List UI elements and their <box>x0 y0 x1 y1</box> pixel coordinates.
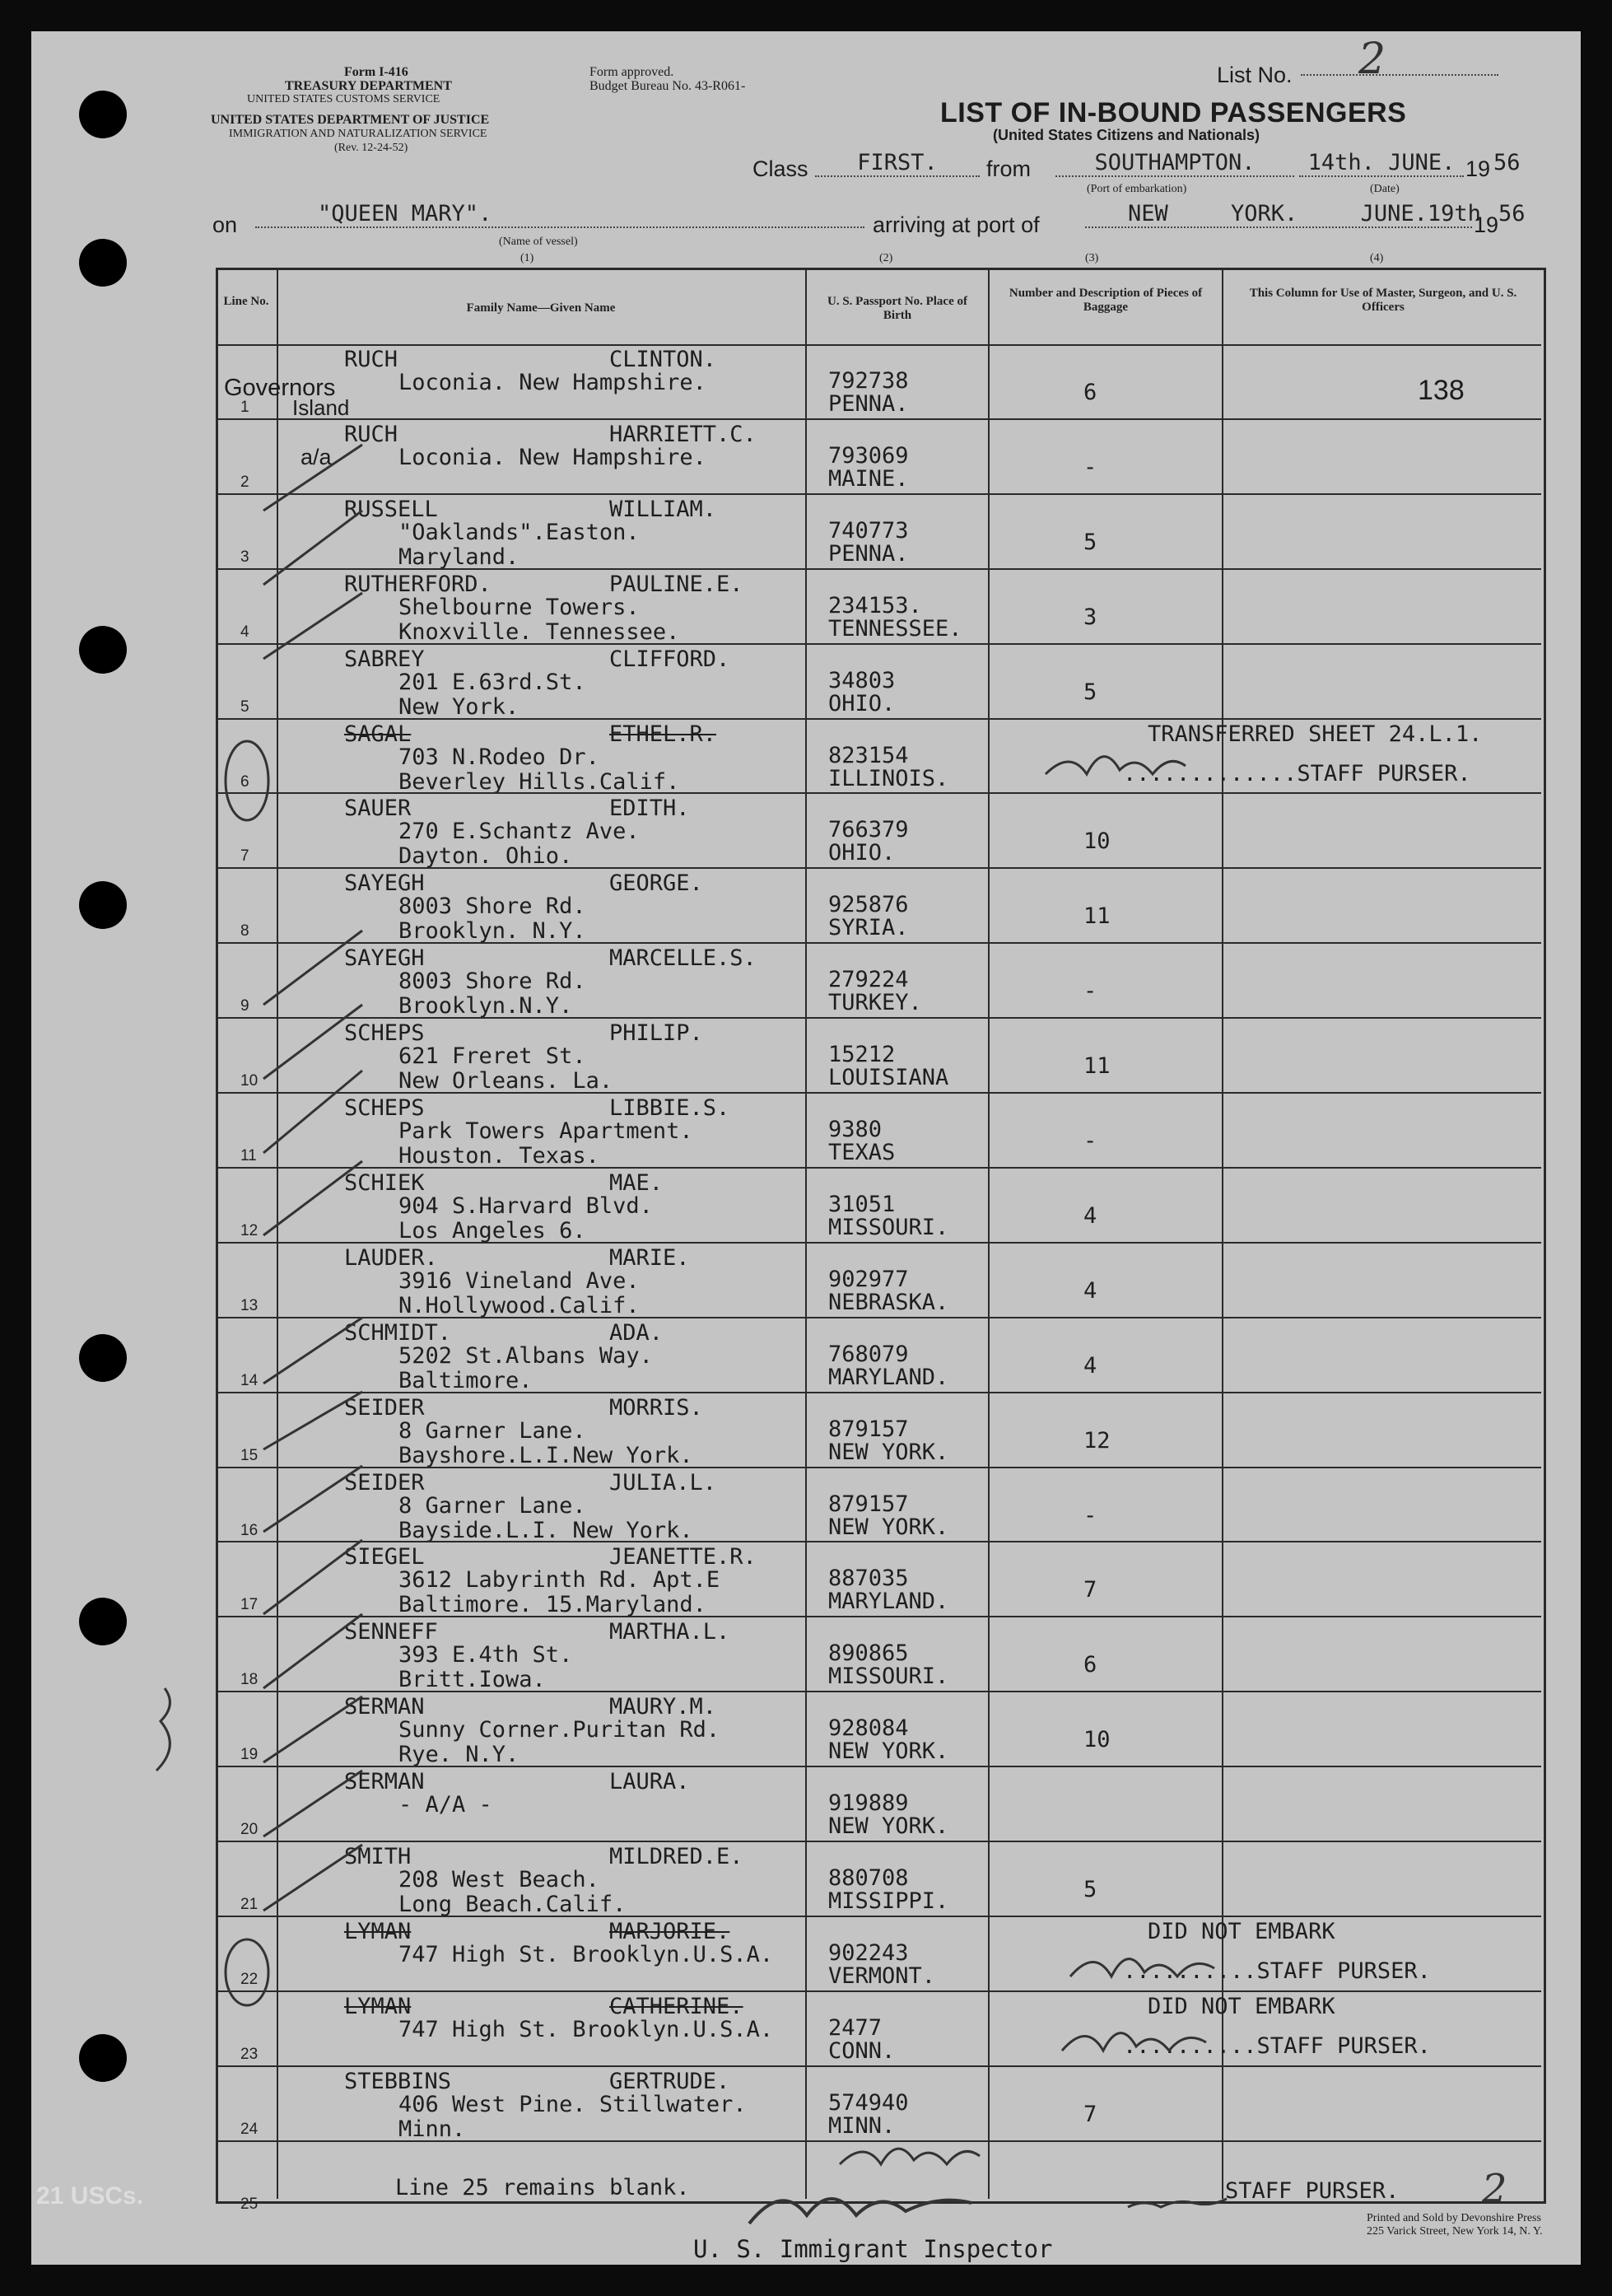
purser-signature <box>1070 1959 1214 1976</box>
place-of-birth: TENNESSEE. <box>828 615 962 642</box>
address-line2: N.Hollywood.Calif. <box>398 1292 640 1318</box>
address-line2: Minn. <box>398 2116 466 2142</box>
line-number: 19 <box>240 1746 259 1764</box>
passport-number: 574940 <box>828 2089 909 2116</box>
given-name: MARCELLE.S. <box>609 945 757 972</box>
arrival-date: JUNE.19th <box>1360 201 1481 226</box>
family-name: RUCH <box>344 347 398 372</box>
form-id: Form I-416 <box>344 65 408 79</box>
check-mark <box>263 931 362 1005</box>
revision: (Rev. 12-24-52) <box>334 142 408 154</box>
side-note-island: Island <box>292 395 350 420</box>
passport-number: 879157 <box>828 1416 909 1442</box>
given-name: LAURA. <box>609 1769 690 1795</box>
col-num-1: (1) <box>520 252 534 264</box>
place-of-birth: PENNA. <box>828 391 909 417</box>
check-mark <box>263 1071 362 1153</box>
check-mark <box>263 593 362 659</box>
passport-number: 768079 <box>828 1341 909 1367</box>
given-name: JEANETTE.R. <box>609 1544 757 1570</box>
col-header-passport: U. S. Passport No. Place of Birth <box>827 295 967 322</box>
line-number: 20 <box>240 1821 259 1839</box>
place-of-birth: ILLINOIS. <box>828 765 949 791</box>
baggage-count: 6 <box>1083 1652 1097 1678</box>
address-line2: Brooklyn.N.Y. <box>398 993 573 1020</box>
address-line1: 747 High St. Brooklyn.U.S.A. <box>398 1941 774 1967</box>
passport-number: 928084 <box>828 1715 909 1742</box>
passport-number: 792738 <box>828 368 909 394</box>
passport-number: 15212 <box>828 1042 896 1068</box>
address-line2: Bayside.L.I. New York. <box>398 1517 693 1543</box>
baggage-count: 4 <box>1083 1277 1097 1304</box>
baggage-count: 5 <box>1083 529 1097 555</box>
passport-number: 902243 <box>828 1939 909 1966</box>
arrival-port: NEW YORK. <box>1128 201 1298 226</box>
line-number: 5 <box>240 698 249 716</box>
address-line1: 8003 Shore Rd. <box>398 968 586 995</box>
place-of-birth: MARYLAND. <box>828 1589 949 1615</box>
form-approved: Form approved. <box>589 65 674 79</box>
line-number: 1 <box>240 399 249 416</box>
budget-bureau: Budget Bureau No. 43-R061- <box>589 79 746 93</box>
place-of-birth: NEW YORK. <box>828 1514 949 1540</box>
address-line2: Baltimore. <box>398 1367 533 1393</box>
given-name: MARIE. <box>609 1244 690 1271</box>
given-name: PAULINE.E. <box>609 571 743 597</box>
date-value: 14th. JUNE. <box>1299 150 1464 177</box>
line-number: 9 <box>240 997 249 1015</box>
given-name: CLINTON. <box>609 347 717 372</box>
address-line1: 5202 St.Albans Way. <box>398 1342 653 1369</box>
check-mark <box>263 445 362 511</box>
line-number: 23 <box>240 2045 259 2063</box>
place-of-birth: CONN. <box>828 2037 896 2064</box>
officer-note: TRANSFERRED SHEET 24.L.1. <box>1148 721 1483 747</box>
arrival-year-prefix: 19 <box>1474 212 1499 237</box>
line-number: 6 <box>240 772 249 791</box>
line-number: 4 <box>240 623 249 641</box>
passport-number: 902977 <box>828 1266 909 1292</box>
form-subtitle: (United States Citizens and Nationals) <box>993 127 1260 143</box>
purser-signature <box>840 2149 980 2164</box>
family-name: SABREY <box>344 646 425 672</box>
given-name: LIBBIE.S. <box>609 1095 730 1121</box>
address-line1: 3916 Vineland Ave. <box>398 1267 640 1294</box>
address-line2: Dayton. Ohio. <box>398 843 573 870</box>
place-of-birth: MISSOURI. <box>828 1664 949 1690</box>
address-line2: Houston. Texas. <box>398 1143 599 1169</box>
check-mark <box>263 1771 362 1836</box>
treasury-dept: TREASURY DEPARTMENT <box>285 79 452 93</box>
family-name: SMITH <box>344 1844 412 1869</box>
place-of-birth: OHIO. <box>828 840 896 866</box>
passport-number: 31051 <box>828 1191 896 1217</box>
passport-number: 279224 <box>828 967 909 993</box>
address-line1: 904 S.Harvard Blvd. <box>398 1192 653 1219</box>
line-number: 7 <box>240 847 249 866</box>
family-name: RUCH <box>344 421 398 447</box>
address-line2: Rye. N.Y. <box>398 1742 519 1768</box>
address-line1: "Oaklands".Easton. <box>398 519 640 545</box>
col-header-officers: This Column for Use of Master, Surgeon, and U. S. Officers <box>1249 287 1517 314</box>
margin-mark <box>156 1688 170 1771</box>
class-label: Class <box>752 156 808 181</box>
family-name: LYMAN <box>344 1993 412 2019</box>
baggage-count: 4 <box>1083 1202 1097 1229</box>
given-name: GEORGE. <box>609 870 703 897</box>
passport-number: 925876 <box>828 892 909 918</box>
family-name: SERMAN <box>344 1694 425 1720</box>
address-line1: Line 25 remains blank. <box>395 2174 690 2200</box>
from-label: from <box>986 156 1031 181</box>
baggage-count: 3 <box>1083 604 1097 630</box>
purser-note: STAFF PURSER. <box>1225 2177 1400 2204</box>
baggage-count: 5 <box>1083 679 1097 705</box>
passport-number: 880708 <box>828 1865 909 1891</box>
check-mark <box>263 1161 362 1235</box>
line-number: 10 <box>240 1072 259 1090</box>
address-line1: 201 E.63rd.St. <box>398 669 586 695</box>
line-number: 2 <box>240 473 249 491</box>
officer-note: DID NOT EMBARK <box>1148 1993 1335 2019</box>
check-mark <box>263 1845 362 1911</box>
vessel-value: "QUEEN MARY". <box>255 201 864 228</box>
baggage-count: - <box>1083 454 1097 480</box>
place-of-birth: TURKEY. <box>828 990 922 1016</box>
line-number: 18 <box>240 1671 259 1689</box>
arriving-label: arriving at port of <box>873 212 1040 237</box>
place-of-birth: VERMONT. <box>828 1962 936 1989</box>
col-num-4: (4) <box>1370 252 1384 264</box>
family-name: SERMAN <box>344 1769 425 1795</box>
line-number: 16 <box>240 1521 259 1539</box>
purser-note: ..........STAFF PURSER. <box>1123 2032 1431 2059</box>
given-name: MAE. <box>609 1169 664 1196</box>
passport-number: 2477 <box>828 2014 883 2041</box>
line-number: 13 <box>240 1296 259 1314</box>
side-note-aa: a/a <box>301 445 332 469</box>
place-of-birth: MISSIPPI. <box>828 1888 949 1914</box>
address-line1: 8 Garner Lane. <box>398 1492 586 1519</box>
address-line2: Maryland. <box>398 544 519 570</box>
address-line2: New York. <box>398 693 519 720</box>
baggage-count: 6 <box>1083 380 1097 405</box>
line-number: 17 <box>240 1596 259 1614</box>
address-line1: 8 Garner Lane. <box>398 1417 586 1444</box>
class-value: FIRST. <box>815 150 980 177</box>
list-no-value: 2 <box>1301 35 1498 76</box>
given-name: HARRIETT.C. <box>609 421 757 447</box>
baggage-count: 5 <box>1083 1877 1097 1902</box>
family-name: SEIDER <box>344 1469 425 1496</box>
line-number: 21 <box>240 1896 259 1913</box>
place-of-birth: NEBRASKA. <box>828 1289 949 1315</box>
address-line2: Beverley Hills.Calif. <box>398 768 680 795</box>
baggage-count: 7 <box>1083 2101 1097 2127</box>
usc-count: 21 USCs. <box>36 2182 144 2210</box>
side-note-governors: Governors <box>224 375 336 401</box>
baggage-count: - <box>1083 1128 1097 1154</box>
check-mark <box>263 1392 362 1449</box>
family-name: SIEGEL <box>344 1544 425 1570</box>
vessel-caption: (Name of vessel) <box>499 236 578 248</box>
on-label: on <box>212 212 238 237</box>
baggage-count: 11 <box>1083 903 1111 930</box>
address-line1: 270 E.Schantz Ave. <box>398 819 640 845</box>
address-line1: 208 West Beach. <box>398 1867 599 1892</box>
line-number: 14 <box>240 1371 259 1389</box>
family-name: RUTHERFORD. <box>344 571 492 597</box>
place-of-birth: NEW YORK. <box>828 1813 949 1840</box>
line-number: 25 <box>240 2195 259 2213</box>
form-title: LIST OF IN-BOUND PASSENGERS <box>940 97 1407 128</box>
address-line1: - A/A - <box>398 1792 492 1818</box>
col-header-line-no: Line No. <box>223 295 269 308</box>
baggage-count: 4 <box>1083 1352 1097 1379</box>
address-line1: 393 E.4th St. <box>398 1642 573 1668</box>
baggage-count: 10 <box>1083 1727 1111 1753</box>
baggage-count: 11 <box>1083 1053 1111 1080</box>
address-line2: Britt.Iowa. <box>398 1667 546 1693</box>
given-name: ETHEL.R. <box>609 721 717 747</box>
passport-number: 823154 <box>828 742 909 768</box>
given-name: ADA. <box>609 1319 664 1346</box>
family-name: SAGAL <box>344 721 412 747</box>
family-name: STEBBINS <box>344 2068 452 2094</box>
family-name: LAUDER. <box>344 1244 438 1271</box>
year-value: 56 <box>1493 150 1521 175</box>
family-name: LYMAN <box>344 1918 412 1944</box>
address-line1: Park Towers Apartment. <box>398 1118 693 1144</box>
passport-number: 919889 <box>828 1790 909 1817</box>
from-value: SOUTHAMPTON. <box>1055 150 1294 177</box>
place-of-birth: NEW YORK. <box>828 1738 949 1765</box>
family-name: SEIDER <box>344 1394 425 1421</box>
printer-line2: 225 Varick Street, New York 14, N. Y. <box>1367 2225 1543 2238</box>
passport-number: 793069 <box>828 442 909 469</box>
line-number: 12 <box>240 1221 259 1239</box>
passport-number: 766379 <box>828 817 909 843</box>
justice-dept: UNITED STATES DEPARTMENT OF JUSTICE <box>211 113 490 127</box>
place-of-birth: TEXAS <box>828 1140 896 1165</box>
baggage-count: 12 <box>1083 1427 1111 1454</box>
check-mark <box>263 1540 362 1614</box>
given-name: MARJORIE. <box>609 1918 730 1944</box>
baggage-count: - <box>1083 1502 1097 1528</box>
family-name: SCHIEK <box>344 1169 425 1196</box>
given-name: MILDRED.E. <box>609 1844 743 1869</box>
place-of-birth: OHIO. <box>828 690 896 716</box>
address-line1: Loconia. New Hampshire. <box>398 370 706 395</box>
address-line1: 3612 Labyrinth Rd. Apt.E <box>398 1567 720 1594</box>
place-of-birth: NEW YORK. <box>828 1439 949 1465</box>
purser-signature <box>1046 757 1186 774</box>
address-line2: Baltimore. 15.Maryland. <box>398 1592 706 1618</box>
address-line1: Sunny Corner.Puritan Rd. <box>398 1717 720 1743</box>
address-line1: 621 Freret St. <box>398 1043 586 1070</box>
printer-line1: Printed and Sold by Devonshire Press <box>1367 2212 1541 2224</box>
purser-signature <box>1062 2033 1206 2051</box>
passport-number: 740773 <box>828 517 909 544</box>
port-caption: (Port of embarkation) <box>1087 183 1187 195</box>
address-line2: Long Beach.Calif. <box>398 1892 627 1917</box>
check-mark <box>263 511 362 585</box>
given-name: PHILIP. <box>609 1020 703 1047</box>
corner-mark: 2 <box>1482 2166 1507 2212</box>
family-name: SCHEPS <box>344 1020 425 1047</box>
passport-number: 34803 <box>828 667 896 693</box>
passport-number: 879157 <box>828 1491 909 1517</box>
date-scribble <box>1128 2199 1227 2207</box>
col-header-baggage: Number and Description of Pieces of Baggage <box>1009 287 1203 314</box>
line-number: 3 <box>240 548 249 566</box>
year-prefix: 19 <box>1465 156 1491 181</box>
list-no-label: List No. <box>1217 63 1293 87</box>
place-of-birth: MINN. <box>828 2112 896 2139</box>
family-name: SAYEGH <box>344 870 425 897</box>
date-caption: (Date) <box>1370 183 1400 195</box>
purser-note: .............STAFF PURSER. <box>1123 760 1471 786</box>
baggage-count: 7 <box>1083 1577 1097 1603</box>
family-name: SCHEPS <box>344 1095 425 1121</box>
address-line1: 703 N.Rodeo Dr. <box>398 744 599 770</box>
col-num-2: (2) <box>879 252 893 264</box>
check-mark <box>263 1466 362 1532</box>
address-line2: Brooklyn. N.Y. <box>398 918 586 945</box>
given-name: MORRIS. <box>609 1394 703 1421</box>
check-mark <box>263 1614 362 1688</box>
line-number: 15 <box>240 1446 259 1464</box>
place-of-birth: LOUISIANA <box>828 1065 949 1091</box>
given-name: JULIA.L. <box>609 1469 717 1496</box>
check-mark <box>263 1696 362 1762</box>
address-line1: 8003 Shore Rd. <box>398 894 586 920</box>
inspector-label: U. S. Immigrant Inspector <box>693 2235 1053 2263</box>
place-of-birth: SYRIA. <box>828 915 909 941</box>
circle-mark <box>226 1939 268 2005</box>
given-name: MARTHA.L. <box>609 1619 730 1645</box>
inspector-signature <box>749 2199 971 2224</box>
given-name: EDITH. <box>609 796 690 822</box>
place-of-birth: MARYLAND. <box>828 1364 949 1390</box>
passport-number: 9380 <box>828 1117 883 1142</box>
address-line2: Los Angeles 6. <box>398 1217 586 1244</box>
line-number: 8 <box>240 922 249 940</box>
address-line1: Shelbourne Towers. <box>398 594 640 620</box>
address-line2: New Orleans. La. <box>398 1068 613 1094</box>
col-num-3: (3) <box>1085 252 1099 264</box>
customs-service: UNITED STATES CUSTOMS SERVICE <box>247 93 440 105</box>
arrival-year: 56 <box>1498 201 1526 226</box>
check-mark <box>263 1005 362 1079</box>
address-line1: 406 West Pine. Stillwater. <box>398 2091 747 2117</box>
place-of-birth: PENNA. <box>828 540 909 567</box>
place-of-birth: MISSOURI. <box>828 1214 949 1240</box>
address-line1: 747 High St. Brooklyn.U.S.A. <box>398 2016 774 2042</box>
passport-number: 890865 <box>828 1640 909 1667</box>
address-line1: Loconia. New Hampshire. <box>398 444 706 470</box>
family-name: SAUER <box>344 796 412 822</box>
address-line2: Knoxville. Tennessee. <box>398 618 680 645</box>
col-header-name: Family Name—Given Name <box>466 301 616 315</box>
family-name: SAYEGH <box>344 945 425 972</box>
check-mark <box>263 1318 362 1384</box>
circle-mark <box>226 741 268 820</box>
family-name: RUSSELL <box>344 496 438 522</box>
place-of-birth: MAINE. <box>828 465 909 492</box>
address-line2: Bayshore.L.I.New York. <box>398 1442 693 1468</box>
baggage-count: - <box>1083 978 1097 1005</box>
officer-note: DID NOT EMBARK <box>1148 1918 1335 1944</box>
line-number: 22 <box>240 1970 259 1988</box>
baggage-count: 10 <box>1083 828 1111 855</box>
ins-service: IMMIGRATION AND NATURALIZATION SERVICE <box>229 128 487 140</box>
given-name: WILLIAM. <box>609 496 717 522</box>
family-name: SCHMIDT. <box>344 1319 452 1346</box>
purser-note: ..........STAFF PURSER. <box>1123 1958 1431 1984</box>
passport-number: 234153. <box>828 592 922 618</box>
passport-number: 887035 <box>828 1566 909 1592</box>
line-number: 24 <box>240 2120 259 2138</box>
given-name: GERTRUDE. <box>609 2068 730 2094</box>
given-name: MAURY.M. <box>609 1694 717 1720</box>
given-name: CATHERINE. <box>609 1993 743 2019</box>
family-name: SENNEFF <box>344 1619 438 1645</box>
tally-number: 138 <box>1418 375 1465 406</box>
given-name: CLIFFORD. <box>609 646 730 672</box>
line-number: 11 <box>240 1147 257 1164</box>
